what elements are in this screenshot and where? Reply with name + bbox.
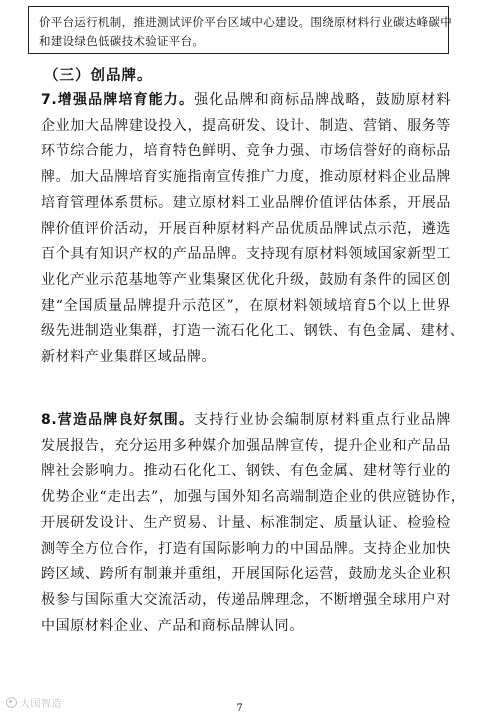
paragraph-line (41, 88, 451, 114)
paragraph-7 (41, 88, 465, 371)
paragraph-line: 开展研发设计、生产贸易、计量、标准制定、质量认证、检验检 (41, 514, 451, 531)
paragraph-line: 测等全方位合作，打造有国际影响力的中国品牌。支持企业加快 (41, 540, 451, 557)
paragraph-8 (41, 408, 466, 639)
box-line: 和建设绿色低碳技术验证平台。 (39, 34, 205, 48)
paragraph-line: 跨区域、跨所有制兼并重组，开展国际化运营，鼓励龙头企业积 (41, 566, 451, 583)
top-bordered-box (28, 6, 452, 54)
paragraph-line: 牌价值评价活动，开展百种原材料产品优质品牌试点示范，遴选 (41, 220, 451, 237)
paragraph-line: 企业加大品牌建设投入，提高研发、设计、制造、营销、服务等 (41, 117, 451, 134)
page-number: 7 (236, 703, 243, 714)
paragraph-text: 支持行业协会编制原材料重点行业品牌 (194, 412, 451, 428)
paragraph-lead: 8.营造品牌良好氛围。 (41, 412, 195, 428)
paragraph-lead: 7.增强品牌培育能力。 (41, 92, 195, 108)
paragraph-line: 新材料产业集群区域品牌。 (41, 349, 217, 366)
paragraph-line: 环节综合能力，培育特色鲜明、竞争力强、市场信誉好的商标品 (41, 143, 451, 160)
paragraph-line: 级先进制造业集群，打造一流石化化工、钢铁、有色金属、建材、 (41, 323, 465, 340)
paragraph-text: 强化品牌和商标品牌战略，鼓励原材料 (194, 92, 451, 108)
paragraph-line: 中国原材料企业、产品和商标品牌认同。 (41, 617, 304, 634)
section-heading: （三）创品牌。 (44, 68, 153, 84)
paragraph-line: 发展报告，充分运用多种媒介加强品牌宣传，提升企业和产品品 (41, 437, 451, 454)
paragraph-line: 牌。加大品牌培育实施指南宣传推广力度，推动原材料企业品牌 (41, 169, 451, 186)
paragraph-line: 建“全国质量品牌提升示范区”，在原材料领域培育5个以上世界 (41, 297, 451, 314)
paragraph-line: 极参与国际重大交流活动，传递品牌理念，不断增强全球用户对 (41, 591, 451, 608)
paragraph-line: 百个具有知识产权的产品品牌。支持现有原材料领域国家新型工 (41, 246, 451, 263)
paragraph-line: 牌社会影响力。推动石化化工、钢铁、有色金属、建材等行业的 (41, 463, 451, 480)
watermark-text: 大国智造 (20, 699, 62, 710)
paragraph-line (41, 408, 451, 434)
paragraph-line: 优势企业“走出去”，加强与国外知名高端制造企业的供应链协作， (41, 489, 466, 506)
paragraph-line: 业化产业示范基地等产业集聚区优化升级，鼓励有条件的园区创 (41, 271, 451, 288)
box-line: 价平台运行机制，推进测试评价平台区域中心建设。围绕原材料行业碳达峰碳中 (39, 15, 452, 29)
paragraph-line: 培育管理体系贯标。建立原材料工业品牌价值评估体系，开展品 (41, 194, 451, 211)
